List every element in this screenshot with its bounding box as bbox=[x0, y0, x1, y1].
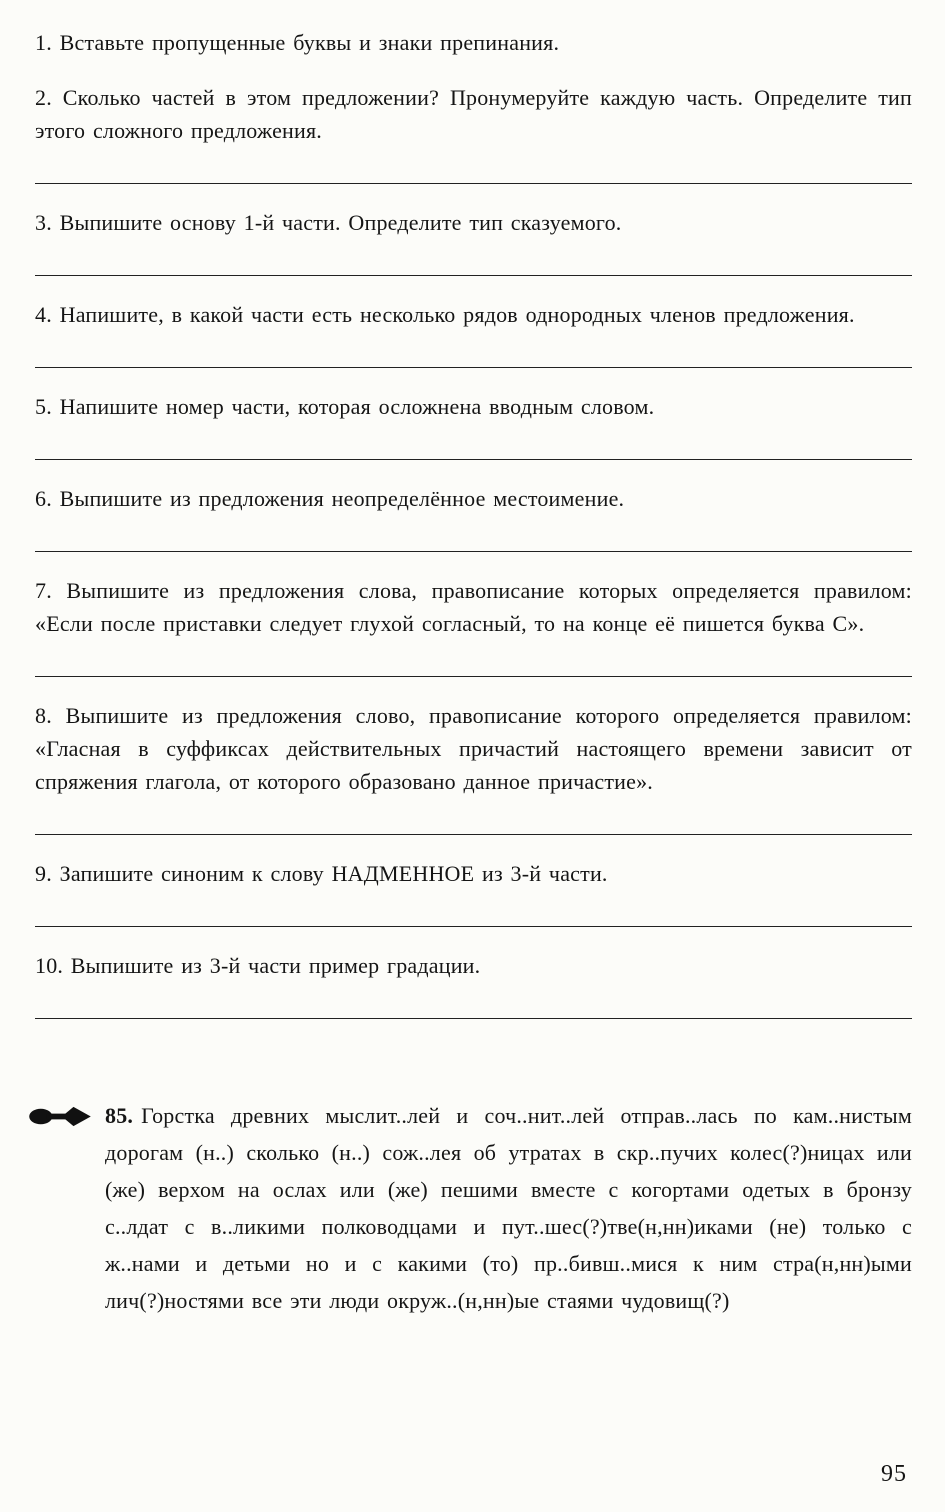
exercise-text bbox=[105, 1097, 912, 1319]
exercise-85 bbox=[105, 1097, 912, 1319]
answer-line bbox=[35, 183, 912, 184]
answer-line bbox=[35, 676, 912, 677]
task-10: 10. Выпишите из 3-й части пример градации. bbox=[35, 953, 481, 978]
question-list bbox=[35, 26, 912, 1019]
answer-line bbox=[35, 459, 912, 460]
answer-line bbox=[35, 926, 912, 927]
task-7: 7. Выпишите из предложения слова, правописание которых определяется правилом: «Если после приставки следует глухой согласный, то на конце её пишется буква С». bbox=[35, 578, 912, 636]
exercise-number: 85. bbox=[105, 1103, 134, 1128]
task-9: 9. Запишите синоним к слову НАДМЕННОЕ из 3-й части. bbox=[35, 861, 608, 886]
task-4: 4. Напишите, в какой части есть несколько рядов однородных членов предложения. bbox=[35, 302, 855, 327]
task-3: 3. Выпишите основу 1-й части. Определите тип сказуемого. bbox=[35, 210, 622, 235]
task-1: 1. Вставьте пропущенные буквы и знаки препинания. bbox=[35, 30, 560, 55]
task-5: 5. Напишите номер части, которая осложнена вводным словом. bbox=[35, 394, 655, 419]
task-2: 2. Сколько частей в этом предложении? Пронумеруйте каждую часть. Определите тип этого сложного предложения. bbox=[35, 85, 912, 143]
exercise-body: Горстка древних мыслит..лей и соч..нит..лей отправ..лась по кам..нистым дорогам (н..) сколько (н..) сож..лея об утратах в скр..пучих колес(?)ницах или (же) верхом на ослах или (же) пешими вместе с когортами одетых в бронзу с..лдат с в..ликими полководцами и пут..шес(?)тве(н,нн)иками (не) только с ж..нами и детьми но и с какими (то) пр..бивш..мися к ним стра(н,нн)ыми лич(?)ностями все эти люди окруж..(н,нн)ые стаями чудовищ(?) bbox=[105, 1103, 912, 1313]
page-number: 95 bbox=[881, 1461, 907, 1487]
task-8: 8. Выпишите из предложения слово, правописание которого определяется правилом: «Гласная в суффиксах действительных причастий настоящего времени зависит от спряжения глагола, от которого образовано данное причастие». bbox=[35, 703, 912, 794]
answer-line bbox=[35, 834, 912, 835]
answer-line bbox=[35, 551, 912, 552]
pen-marker-icon bbox=[29, 1104, 91, 1129]
answer-line bbox=[35, 275, 912, 276]
answer-line bbox=[35, 1018, 912, 1019]
task-6: 6. Выпишите из предложения неопределённое местоимение. bbox=[35, 486, 625, 511]
answer-line bbox=[35, 367, 912, 368]
